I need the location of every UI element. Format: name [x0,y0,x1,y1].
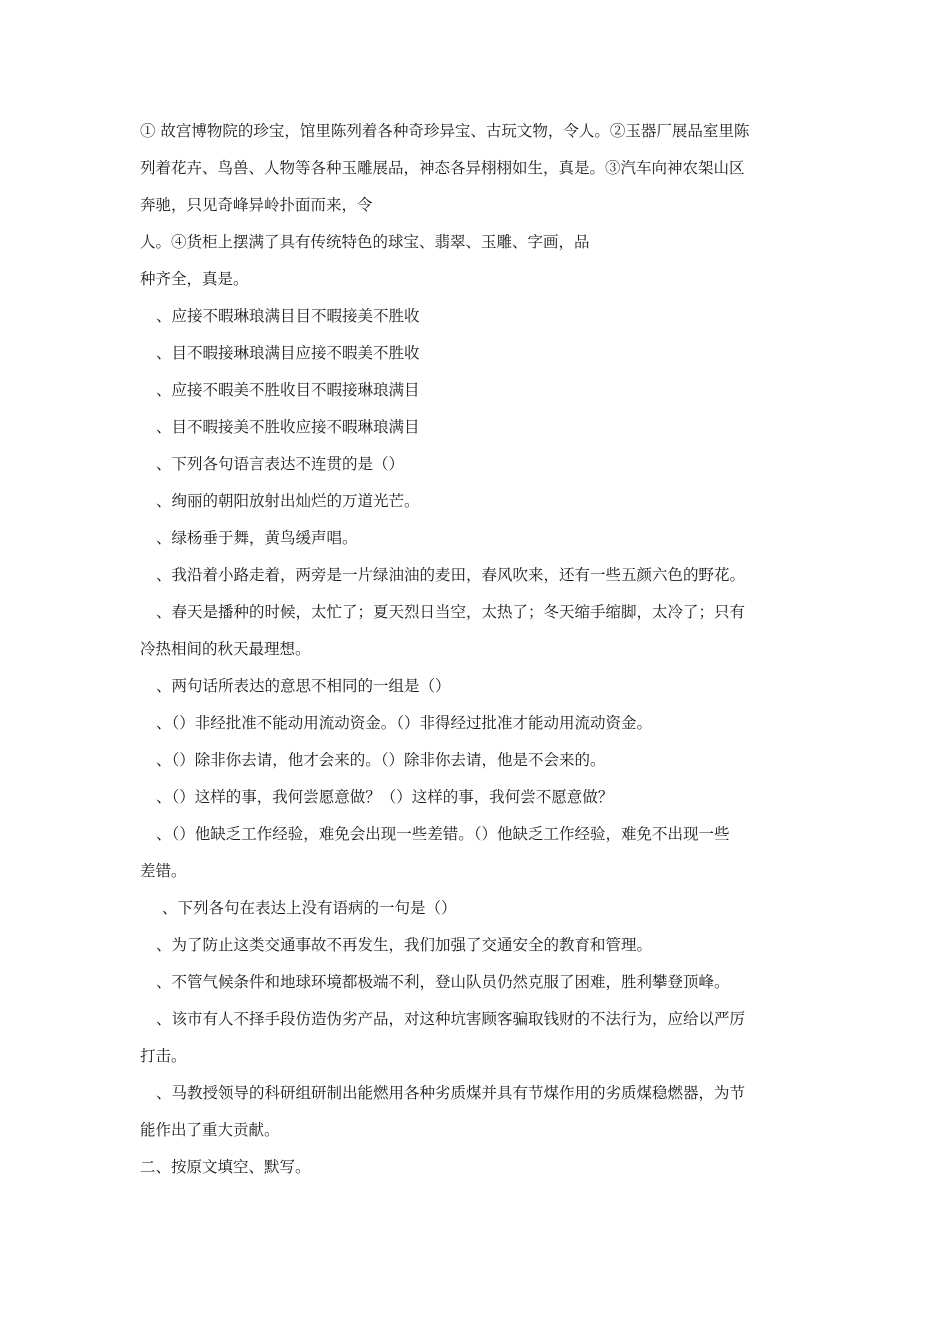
option-line: 、我沿着小路走着，两旁是一片绿油油的麦田，春风吹来，还有一些五颜六色的野花。 [156,566,746,584]
option-line: 、绿杨垂于舞，黄鸟缓声唱。 [156,529,358,547]
option-line: 、目不暇接美不胜收应接不暇琳琅满目 [156,418,420,436]
question-line: 、两句话所表达的意思不相同的一组是（） [156,677,451,695]
text-line: 种齐全，真是。 [140,270,249,288]
option-line-continued: 打击。 [140,1047,187,1065]
option-line: 、春天是播种的时候，太忙了；夏天烈日当空，太热了；冬天缩手缩脚，太冷了；只有 [156,603,746,621]
document-body [140,113,815,1186]
option-line-continued: 差错。 [140,862,187,880]
option-line: 、目不暇接琳琅满目应接不暇美不胜收 [156,344,420,362]
text-line: 奔驰，只见奇峰异岭扑面而来，令 [140,196,373,214]
option-line: 、应接不暇琳琅满目目不暇接美不胜收 [156,307,420,325]
option-line: 、绚丽的朝阳放射出灿烂的万道光芒。 [156,492,420,510]
option-line: 、马教授领导的科研组研制出能燃用各种劣质煤并具有节煤作用的劣质煤稳燃器，为节 [156,1084,746,1102]
option-line-continued: 能作出了重大贡献。 [140,1121,280,1139]
text-line: 列着花卉、鸟兽、人物等各种玉雕展品，神态各异栩栩如生，真是。③汽车向神农架山区 [140,159,745,177]
option-line-continued: 冷热相间的秋天最理想。 [140,640,311,658]
question-line: 、下列各句语言表达不连贯的是（） [156,455,405,473]
section-heading: 二、按原文填空、默写。 [140,1158,311,1176]
question-line: 、下列各句在表达上没有语病的一句是（） [162,899,457,917]
text-line: ① 故宫博物院的珍宝，馆里陈列着各种奇珍异宝、古玩文物，令人。②玉器厂展品室里陈 [140,122,750,140]
option-line: 、应接不暇美不胜收目不暇接琳琅满目 [156,381,420,399]
option-line: 、（）他缺乏工作经验，难免会出现一些差错。（）他缺乏工作经验，难免不出现一些 [156,825,730,843]
option-line: 、不管气候条件和地球环境都极端不利，登山队员仍然克服了困难，胜利攀登顶峰。 [156,973,730,991]
option-line: 、（）这样的事，我何尝愿意做？（）这样的事，我何尝不愿意做？ [156,788,614,806]
option-line: 、（）非经批准不能动用流动资金。（）非得经过批准才能动用流动资金。 [156,714,653,732]
option-line: 、该市有人不择手段仿造伪劣产品，对这种坑害顾客骗取钱财的不法行为，应给以严厉 [156,1010,746,1028]
option-line: 、（）除非你去请，他才会来的。（）除非你去请，他是不会来的。 [156,751,606,769]
text-line: 人。④货柜上摆满了具有传统特色的球宝、翡翠、玉雕、字画，品 [140,233,590,251]
option-line: 、为了防止这类交通事故不再发生，我们加强了交通安全的教育和管理。 [156,936,653,954]
